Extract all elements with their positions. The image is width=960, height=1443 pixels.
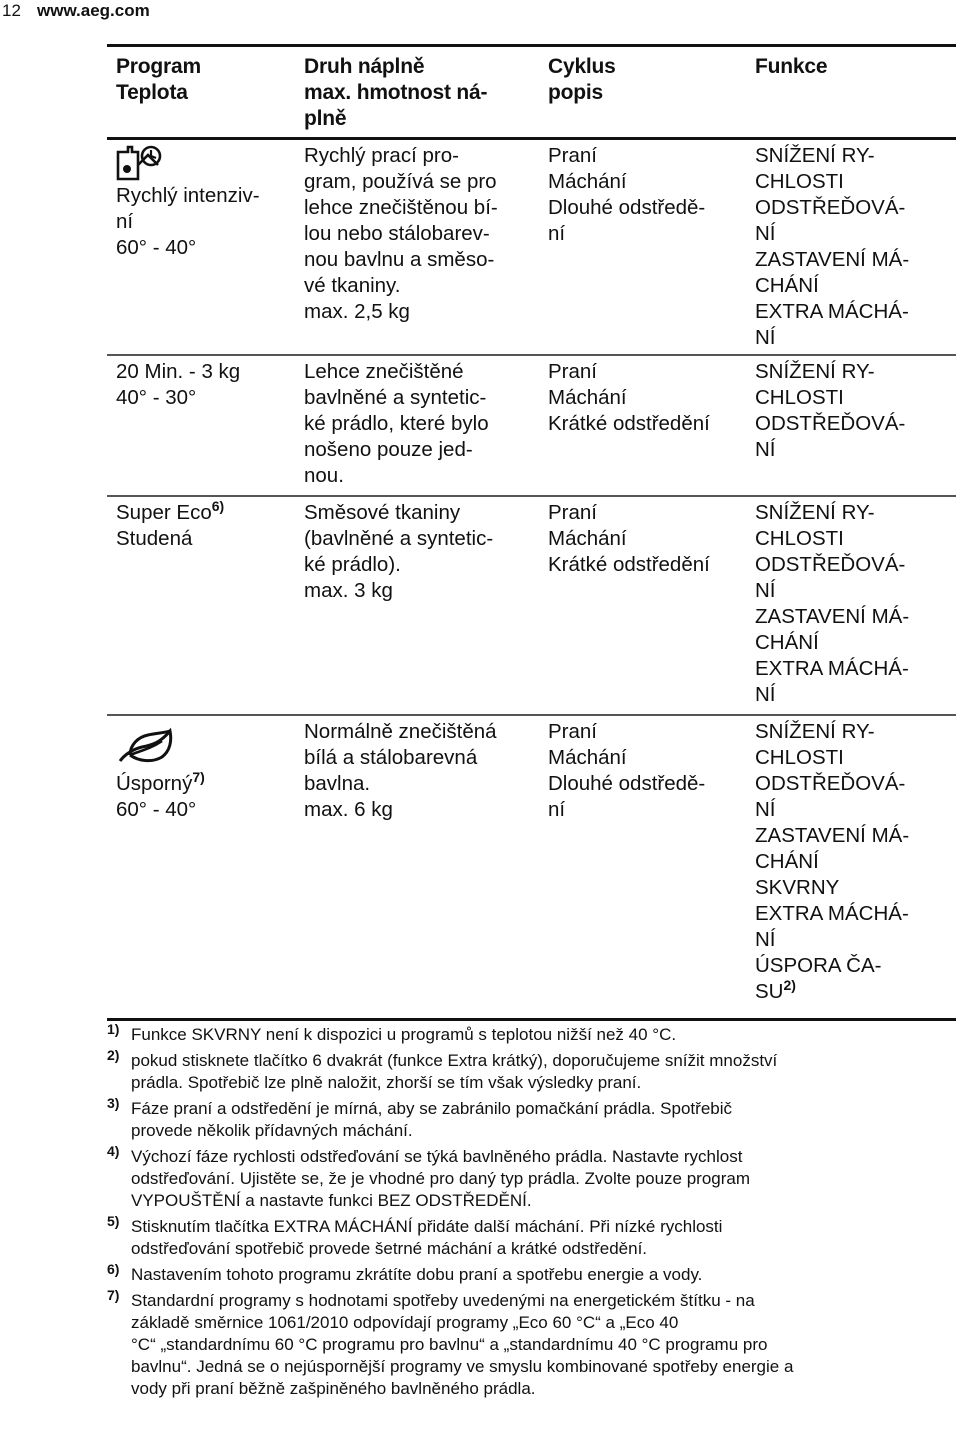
function-line: EXTRA MÁCHÁ- (755, 300, 909, 323)
function-line: ZASTAVENÍ MÁ- (755, 824, 910, 847)
footnote-text: prádla. Spotřebič lze plně naložit, zhorší se tím však výsledky praní. (131, 1073, 642, 1092)
cycle-line: Krátké odstředění (548, 553, 710, 576)
footnote-text: bavlnu“. Jedná se o nejúspornější programy ve smyslu kombinované spotřeby energie a (131, 1357, 794, 1376)
header-line: Funkce (755, 55, 828, 78)
program-cell (116, 719, 286, 823)
footnote-number: 4) (107, 1143, 120, 1159)
program-table (107, 44, 956, 1021)
header-functions (755, 54, 955, 80)
cycle-line: Máchání (548, 746, 627, 769)
load-line: lou nebo stálobarev- (304, 222, 490, 245)
function-line: SNÍŽENÍ RY- (755, 144, 875, 167)
function-line: SNÍŽENÍ RY- (755, 501, 875, 524)
header-line: Druh náplně (304, 55, 425, 78)
function-line: NÍ (755, 928, 776, 951)
footnote-ref[interactable]: 7) (192, 769, 205, 785)
cycle-cell (548, 359, 744, 437)
program-temperature: 40° - 30° (116, 386, 197, 409)
footnote (107, 1213, 957, 1260)
footnote (107, 1261, 957, 1286)
cycle-line: ní (548, 798, 566, 821)
cycle-line: Praní (548, 720, 597, 743)
functions-cell (755, 143, 955, 351)
function-line: NÍ (755, 683, 776, 706)
header-line: plně (304, 107, 347, 130)
cycle-line: Praní (548, 360, 597, 383)
load-line: vé tkaniny. (304, 274, 401, 297)
footnote-text: základě směrnice 1061/2010 odpovídají programy „Eco 60 °C“ a „Eco 40 (131, 1313, 679, 1332)
footnote-text: Funkce SKVRNY není k dispozici u programů s teplotou nižší než 40 °C. (131, 1025, 677, 1044)
table-row (107, 716, 956, 1021)
program-name-text: Super Eco (116, 501, 212, 524)
load-line: bavlna. (304, 772, 371, 795)
footnote-ref[interactable]: 6) (211, 498, 225, 514)
footnote (107, 1143, 957, 1212)
eco-leaf-icon (116, 727, 176, 765)
footnote-ref[interactable]: 2) (783, 977, 796, 993)
quick-wash-icon (116, 145, 176, 183)
header-cycle (548, 54, 744, 106)
footnote (107, 1287, 957, 1400)
load-cell (304, 143, 534, 325)
function-line: SKVRNY (755, 876, 840, 899)
load-line: Rychlý prací pro- (304, 144, 459, 167)
cycle-line: Máchání (548, 386, 627, 409)
footnote (107, 1047, 957, 1094)
header-line: Cyklus (548, 55, 616, 78)
function-line: ODSTŘEĎOVÁ- (755, 772, 906, 795)
functions-cell (755, 719, 955, 1005)
load-line: ké prádlo). (304, 553, 401, 576)
load-line: max. 2,5 kg (304, 300, 410, 323)
load-line: (bavlněné a syntetic- (304, 527, 494, 550)
table-row (107, 497, 956, 716)
footnote-text: Fáze praní a odstředění je mírná, aby se zabránilo pomačkání prádla. Spotřebič (131, 1099, 733, 1118)
table-row (107, 140, 956, 356)
function-line: ODSTŘEĎOVÁ- (755, 553, 906, 576)
cycle-line: Praní (548, 144, 597, 167)
header-program (116, 54, 286, 106)
function-line-text: SU (755, 980, 784, 1003)
functions-cell (755, 359, 955, 463)
function-line: CHÁNÍ (755, 274, 819, 297)
footnote (107, 1095, 957, 1142)
function-line: ZASTAVENÍ MÁ- (755, 248, 910, 271)
load-line: bavlněné a syntetic- (304, 386, 487, 409)
program-name (116, 771, 286, 797)
cycle-line: Praní (548, 501, 597, 524)
program-name: ní (116, 210, 134, 233)
header-line: Teplota (116, 81, 188, 104)
function-line: SNÍŽENÍ RY- (755, 360, 875, 383)
cycle-line: ní (548, 222, 566, 245)
cycle-cell (548, 500, 744, 578)
program-cell (116, 359, 286, 411)
table-header (107, 47, 956, 140)
function-line: CHLOSTI (755, 170, 844, 193)
footnote-number: 5) (107, 1213, 120, 1229)
program-name: 20 Min. - 3 kg (116, 360, 241, 383)
function-line: EXTRA MÁCHÁ- (755, 657, 909, 680)
load-cell (304, 500, 534, 604)
function-line: EXTRA MÁCHÁ- (755, 902, 909, 925)
site-url[interactable]: www.aeg.com (37, 1, 150, 20)
cycle-line: Máchání (548, 170, 627, 193)
load-line: Směsové tkaniny (304, 501, 461, 524)
footnotes (107, 1021, 957, 1404)
page-number: 12 (2, 1, 21, 20)
program-name (116, 500, 286, 526)
program-cell (116, 500, 286, 552)
footnote-text: pokud stisknete tlačítko 6 dvakrát (funkce Extra krátký), doporučujeme snížit množství (131, 1051, 778, 1070)
footnote-text: Standardní programy s hodnotami spotřeby uvedenými na energetickém štítku - na (131, 1291, 755, 1310)
footnote-text: odstřeďování. Ujistěte se, že je vhodné pro daný typ prádla. Zvolte pouze program (131, 1169, 751, 1188)
footnote-text: Nastavením tohoto programu zkrátíte dobu praní a spotřebu energie a vody. (131, 1265, 703, 1284)
function-line: CHÁNÍ (755, 850, 819, 873)
header-line: popis (548, 81, 603, 104)
function-line: NÍ (755, 579, 776, 602)
footnote-number: 3) (107, 1095, 120, 1111)
header-line: Program (116, 55, 201, 78)
load-line: nou bavlnu a směso- (304, 248, 495, 271)
program-temperature: Studená (116, 527, 193, 550)
cycle-line: Dlouhé odstředě- (548, 196, 706, 219)
load-cell (304, 719, 534, 823)
function-line: CHLOSTI (755, 527, 844, 550)
function-line: NÍ (755, 326, 776, 349)
cycle-cell (548, 143, 744, 247)
footnote-number: 1) (107, 1021, 120, 1037)
load-line: nošeno pouze jed- (304, 438, 473, 461)
program-name: Rychlý intenziv- (116, 184, 260, 207)
footnote-text: provede několik přídavných máchání. (131, 1121, 413, 1140)
footnote-text: Stisknutím tlačítka EXTRA MÁCHÁNÍ přidáte další máchání. Při nízké rychlosti (131, 1217, 723, 1236)
function-line: ZASTAVENÍ MÁ- (755, 605, 910, 628)
footnote-text: VYPOUŠTĚNÍ a nastavte funkci BEZ ODSTŘEDĚNÍ. (131, 1191, 532, 1210)
load-line: nou. (304, 464, 344, 487)
function-line: NÍ (755, 438, 776, 461)
footnote-text: odstřeďování spotřebič provede šetrné máchání a krátké odstředění. (131, 1239, 648, 1258)
function-line: NÍ (755, 798, 776, 821)
footnote-text: vody při praní běžně zašpiněného bavlněného prádla. (131, 1379, 536, 1398)
load-line: lehce znečištěnou bí- (304, 196, 498, 219)
footnote-text: °C“ „standardnímu 60 °C programu pro bavlnu“ a „standardnímu 40 °C programu pro (131, 1335, 768, 1354)
footnote-number: 7) (107, 1287, 120, 1303)
load-line: max. 3 kg (304, 579, 393, 602)
load-line: Normálně znečištěná (304, 720, 497, 743)
function-line: ODSTŘEĎOVÁ- (755, 196, 906, 219)
program-cell (116, 143, 286, 261)
footnote-number: 6) (107, 1261, 120, 1277)
cycle-line: Máchání (548, 527, 627, 550)
load-line: ké prádlo, které bylo (304, 412, 489, 435)
function-line: CHLOSTI (755, 386, 844, 409)
function-line: CHLOSTI (755, 746, 844, 769)
footnote-number: 2) (107, 1047, 120, 1063)
program-temperature: 60° - 40° (116, 798, 197, 821)
function-line: NÍ (755, 222, 776, 245)
function-line: CHÁNÍ (755, 631, 819, 654)
load-line: bílá a stálobarevná (304, 746, 478, 769)
load-line: max. 6 kg (304, 798, 393, 821)
function-line: ODSTŘEĎOVÁ- (755, 412, 906, 435)
footnote (107, 1021, 957, 1046)
function-line: SNÍŽENÍ RY- (755, 720, 875, 743)
load-line: Lehce znečištěné (304, 360, 464, 383)
program-name-text: Úsporný (116, 772, 193, 795)
functions-cell (755, 500, 955, 708)
function-line: ÚSPORA ČA- (755, 954, 882, 977)
load-line: gram, používá se pro (304, 170, 497, 193)
cycle-cell (548, 719, 744, 823)
page-header (0, 0, 960, 22)
table-row (107, 356, 956, 497)
header-line: max. hmotnost ná- (304, 81, 488, 104)
program-temperature: 60° - 40° (116, 236, 197, 259)
cycle-line: Dlouhé odstředě- (548, 772, 706, 795)
footnote-text: Výchozí fáze rychlosti odstřeďování se týká bavlněného prádla. Nastavte rychlost (131, 1147, 743, 1166)
cycle-line: Krátké odstředění (548, 412, 710, 435)
header-load (304, 54, 534, 132)
load-cell (304, 359, 534, 489)
function-line (755, 979, 955, 1005)
